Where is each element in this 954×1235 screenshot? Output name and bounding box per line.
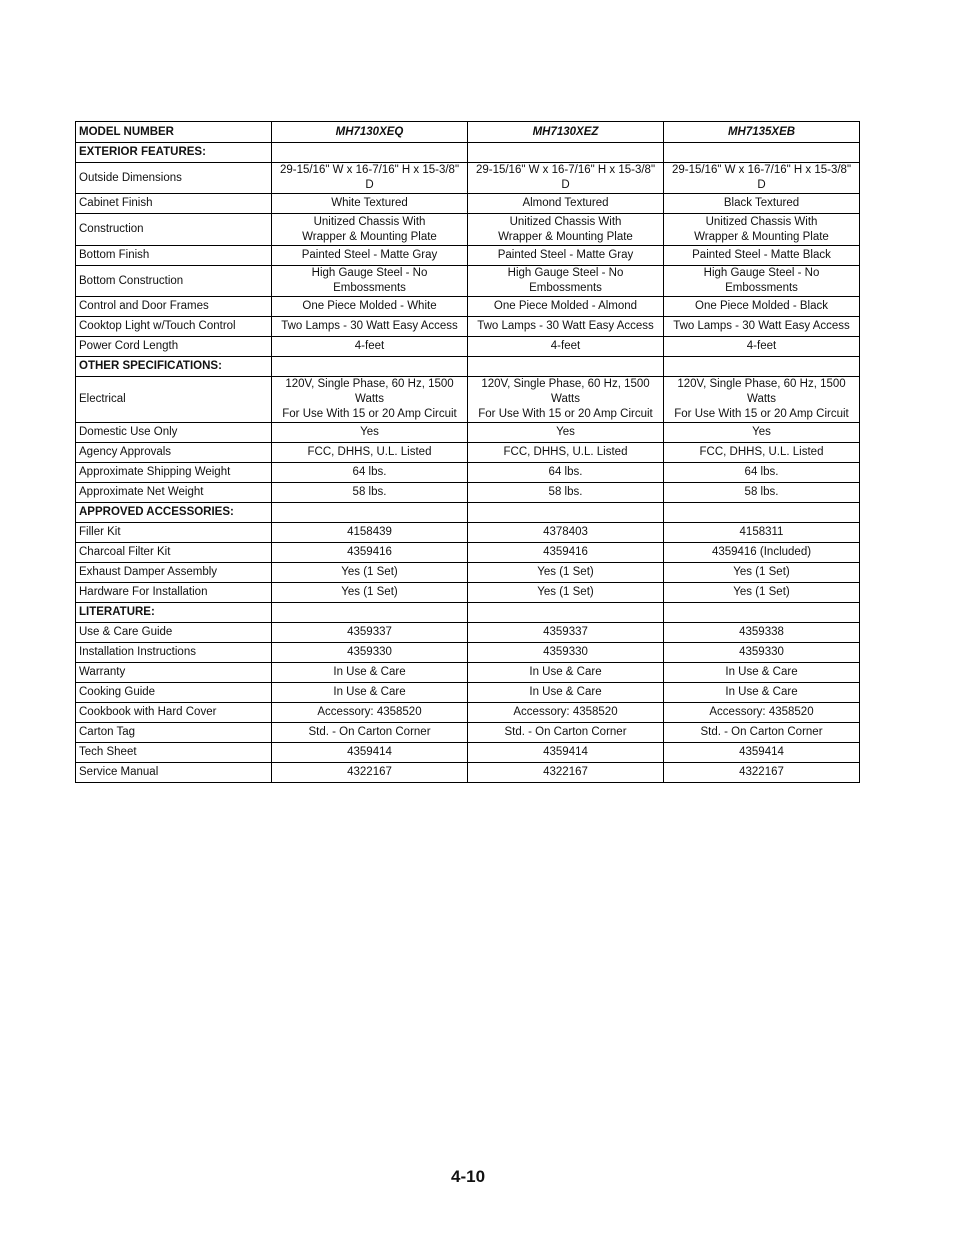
row-value: White Textured (272, 194, 468, 214)
row-value: In Use & Care (468, 683, 664, 703)
row-value: One Piece Molded - Almond (468, 297, 664, 317)
row-label: Bottom Finish (76, 246, 272, 266)
row-value: 4378403 (468, 523, 664, 543)
table-row (76, 266, 860, 297)
row-value: In Use & Care (272, 683, 468, 703)
row-label: Charcoal Filter Kit (76, 543, 272, 563)
row-value: Two Lamps - 30 Watt Easy Access (664, 317, 860, 337)
table-row (76, 723, 860, 743)
row-value: Unitized Chassis With Wrapper & Mounting Plate (664, 214, 860, 246)
table-row (76, 246, 860, 266)
row-value: Yes (468, 423, 664, 443)
row-value: 64 lbs. (664, 463, 860, 483)
row-value: 4322167 (664, 763, 860, 783)
row-value: 4359330 (664, 643, 860, 663)
row-value: 120V, Single Phase, 60 Hz, 1500 Watts For Use With 15 or 20 Amp Circuit (272, 377, 468, 423)
empty-cell (664, 143, 860, 163)
row-value: Yes (1 Set) (468, 583, 664, 603)
row-value: 4359330 (272, 643, 468, 663)
row-value: High Gauge Steel - No Embossments (468, 266, 664, 297)
row-value: 29-15/16" W x 16-7/16" H x 15-3/8" D (468, 163, 664, 194)
empty-cell (272, 603, 468, 623)
row-label: Cabinet Finish (76, 194, 272, 214)
row-value: 58 lbs. (664, 483, 860, 503)
model-header: MH7130XEZ (468, 122, 664, 143)
row-label: Domestic Use Only (76, 423, 272, 443)
row-value: 4158311 (664, 523, 860, 543)
row-value: 4-feet (664, 337, 860, 357)
specifications-table (75, 121, 860, 783)
empty-cell (468, 357, 664, 377)
row-value: 4359416 (Included) (664, 543, 860, 563)
row-value: High Gauge Steel - No Embossments (664, 266, 860, 297)
row-label: Bottom Construction (76, 266, 272, 297)
empty-cell (664, 357, 860, 377)
row-value: 4359414 (664, 743, 860, 763)
row-value: In Use & Care (664, 683, 860, 703)
row-value: High Gauge Steel - No Embossments (272, 266, 468, 297)
row-value: Std. - On Carton Corner (272, 723, 468, 743)
table-row (76, 523, 860, 543)
row-label: Control and Door Frames (76, 297, 272, 317)
row-value: Almond Textured (468, 194, 664, 214)
row-value: In Use & Care (272, 663, 468, 683)
table-row (76, 643, 860, 663)
row-label: Warranty (76, 663, 272, 683)
section-title: EXTERIOR FEATURES: (76, 143, 272, 163)
row-value: One Piece Molded - Black (664, 297, 860, 317)
row-value: Painted Steel - Matte Gray (272, 246, 468, 266)
row-value: FCC, DHHS, U.L. Listed (468, 443, 664, 463)
table-row (76, 743, 860, 763)
section-header-row (76, 143, 860, 163)
section-title: LITERATURE: (76, 603, 272, 623)
row-value: Yes (1 Set) (468, 563, 664, 583)
table-row (76, 543, 860, 563)
section-title: OTHER SPECIFICATIONS: (76, 357, 272, 377)
table-row (76, 623, 860, 643)
row-value: Black Textured (664, 194, 860, 214)
row-value: 4322167 (272, 763, 468, 783)
row-value: 120V, Single Phase, 60 Hz, 1500 Watts For Use With 15 or 20 Amp Circuit (468, 377, 664, 423)
row-value: Yes (272, 423, 468, 443)
row-value: 4158439 (272, 523, 468, 543)
row-value: Std. - On Carton Corner (664, 723, 860, 743)
row-label: Approximate Net Weight (76, 483, 272, 503)
row-label: Agency Approvals (76, 443, 272, 463)
row-label: Tech Sheet (76, 743, 272, 763)
row-value: Unitized Chassis With Wrapper & Mounting Plate (468, 214, 664, 246)
empty-cell (468, 603, 664, 623)
row-value: 4359330 (468, 643, 664, 663)
row-label: Construction (76, 214, 272, 246)
row-value: Accessory: 4358520 (468, 703, 664, 723)
table-row (76, 443, 860, 463)
row-label: Filler Kit (76, 523, 272, 543)
table-row (76, 194, 860, 214)
row-value: 4-feet (272, 337, 468, 357)
row-value: Std. - On Carton Corner (468, 723, 664, 743)
row-label: Use & Care Guide (76, 623, 272, 643)
empty-cell (272, 357, 468, 377)
row-label: Approximate Shipping Weight (76, 463, 272, 483)
table-row (76, 297, 860, 317)
model-header: MH7130XEQ (272, 122, 468, 143)
empty-cell (664, 503, 860, 523)
table-row (76, 583, 860, 603)
row-value: FCC, DHHS, U.L. Listed (664, 443, 860, 463)
row-value: 4359337 (272, 623, 468, 643)
empty-cell (468, 503, 664, 523)
empty-cell (272, 503, 468, 523)
empty-cell (272, 143, 468, 163)
row-value: 4322167 (468, 763, 664, 783)
row-value: In Use & Care (664, 663, 860, 683)
row-value: 29-15/16" W x 16-7/16" H x 15-3/8" D (664, 163, 860, 194)
row-value: 4359338 (664, 623, 860, 643)
model-header: MH7135XEB (664, 122, 860, 143)
row-value: Two Lamps - 30 Watt Easy Access (468, 317, 664, 337)
row-value: Accessory: 4358520 (272, 703, 468, 723)
row-value: Yes (664, 423, 860, 443)
row-value: Two Lamps - 30 Watt Easy Access (272, 317, 468, 337)
table-row (76, 214, 860, 246)
section-header-row (76, 357, 860, 377)
page-number: 4-10 (451, 1167, 486, 1186)
row-label: Exhaust Damper Assembly (76, 563, 272, 583)
row-label: Cookbook with Hard Cover (76, 703, 272, 723)
row-value: Painted Steel - Matte Black (664, 246, 860, 266)
empty-cell (468, 143, 664, 163)
section-header-row (76, 503, 860, 523)
row-value: Yes (1 Set) (664, 583, 860, 603)
table-row (76, 683, 860, 703)
row-label: Carton Tag (76, 723, 272, 743)
row-value: 4359416 (468, 543, 664, 563)
table-row (76, 703, 860, 723)
row-value: One Piece Molded - White (272, 297, 468, 317)
row-value: 64 lbs. (272, 463, 468, 483)
table-row (76, 423, 860, 443)
row-value: 4359414 (468, 743, 664, 763)
row-value: 58 lbs. (468, 483, 664, 503)
row-value: 29-15/16" W x 16-7/16" H x 15-3/8" D (272, 163, 468, 194)
row-value: Yes (1 Set) (272, 563, 468, 583)
row-label: Cooktop Light w/Touch Control (76, 317, 272, 337)
table-row (76, 377, 860, 423)
row-label: Electrical (76, 377, 272, 423)
table-row (76, 463, 860, 483)
row-value: 58 lbs. (272, 483, 468, 503)
table-body (76, 143, 860, 783)
row-label: Hardware For Installation (76, 583, 272, 603)
row-value: Yes (1 Set) (664, 563, 860, 583)
table-header-row (76, 122, 860, 143)
row-value: FCC, DHHS, U.L. Listed (272, 443, 468, 463)
section-header-row (76, 603, 860, 623)
table-row (76, 317, 860, 337)
row-value: Accessory: 4358520 (664, 703, 860, 723)
table-row (76, 563, 860, 583)
model-number-header: MODEL NUMBER (76, 122, 272, 143)
row-value: In Use & Care (468, 663, 664, 683)
table-row (76, 337, 860, 357)
row-value: 120V, Single Phase, 60 Hz, 1500 Watts For Use With 15 or 20 Amp Circuit (664, 377, 860, 423)
table-row (76, 483, 860, 503)
row-value: 4359416 (272, 543, 468, 563)
row-label: Outside Dimensions (76, 163, 272, 194)
table-row (76, 663, 860, 683)
table-row (76, 763, 860, 783)
section-title: APPROVED ACCESSORIES: (76, 503, 272, 523)
row-value: Painted Steel - Matte Gray (468, 246, 664, 266)
row-value: Unitized Chassis With Wrapper & Mounting Plate (272, 214, 468, 246)
row-label: Power Cord Length (76, 337, 272, 357)
row-value: 4359414 (272, 743, 468, 763)
row-value: 4-feet (468, 337, 664, 357)
row-value: 4359337 (468, 623, 664, 643)
row-label: Service Manual (76, 763, 272, 783)
empty-cell (664, 603, 860, 623)
table-row (76, 163, 860, 194)
row-label: Installation Instructions (76, 643, 272, 663)
row-label: Cooking Guide (76, 683, 272, 703)
row-value: Yes (1 Set) (272, 583, 468, 603)
row-value: 64 lbs. (468, 463, 664, 483)
